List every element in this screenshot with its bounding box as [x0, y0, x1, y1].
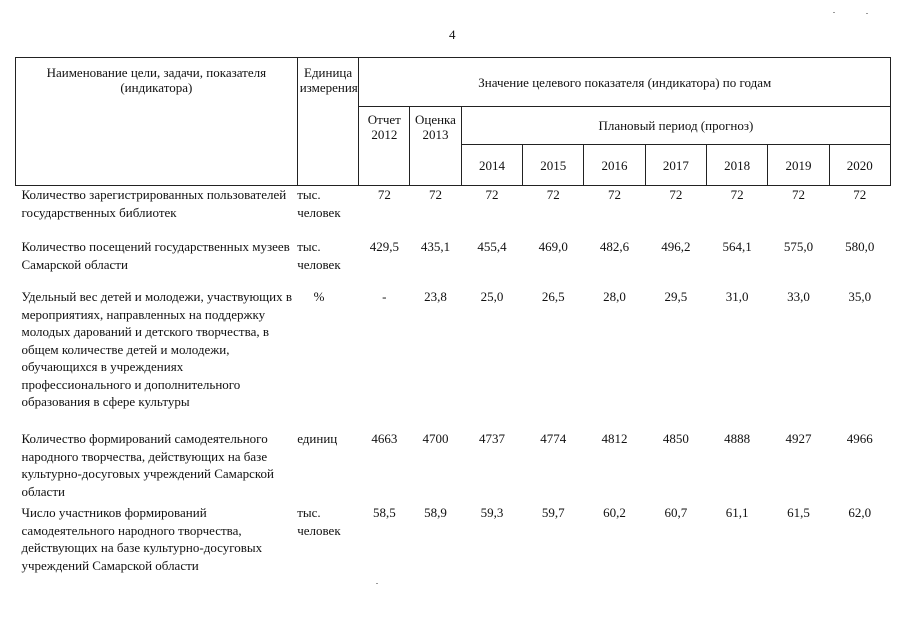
header-values: Значение целевого показателя (индикатора) по годам	[359, 58, 891, 107]
indicator-value: 59,3	[480, 505, 504, 520]
indicator-value: 4812	[601, 431, 628, 446]
table-row	[16, 288, 891, 430]
indicator-value: 435,1	[420, 239, 451, 254]
indicator-value: 35,0	[848, 289, 872, 304]
indicator-value: 60,2	[603, 505, 626, 520]
table-row	[16, 186, 891, 239]
indicator-value: 72	[485, 187, 499, 202]
indicator-value: 4850	[662, 431, 689, 446]
indicator-value: 4888	[724, 431, 751, 446]
indicator-value: 62,0	[848, 505, 872, 520]
indicator-value: 59,7	[541, 505, 565, 520]
table-body	[16, 186, 891, 575]
indicator-name: Число участников формирований самодеятельного народного творчества, действующих на базе культурно-досуговых учреждений Самарской области	[21, 505, 263, 573]
header-year: 2016	[584, 145, 645, 186]
header-report: Отчет 2012	[359, 107, 410, 186]
indicator-name: Количество посещений государственных музеев Самарской области	[21, 239, 290, 272]
indicator-value: 58,9	[424, 505, 447, 520]
scan-speck	[866, 13, 868, 14]
indicator-value: 28,0	[603, 289, 626, 304]
header-year: 2017	[645, 145, 706, 186]
indicator-value: 72	[730, 187, 744, 202]
indicator-value: 23,8	[424, 289, 447, 304]
indicator-value: 72	[791, 187, 805, 202]
indicator-value: 61,1	[725, 505, 749, 520]
indicator-value: 26,5	[541, 289, 565, 304]
indicator-value: 4927	[785, 431, 812, 446]
scan-speck	[376, 583, 378, 584]
table-header	[16, 58, 891, 186]
indicator-value: 72	[546, 187, 560, 202]
indicator-value: 33,0	[787, 289, 810, 304]
header-unit: Единица измерения	[297, 58, 359, 186]
indicator-value: 29,5	[664, 289, 688, 304]
table-row	[16, 238, 891, 288]
indicator-value: 58,5	[372, 505, 396, 520]
indicator-value: 4774	[540, 431, 567, 446]
indicator-value: 25,0	[480, 289, 504, 304]
indicator-name: Количество формирований самодеятельного народного творчества, действующих на базе культурно-досуговых учреждений Самарской области	[21, 431, 274, 499]
indicator-value: 4737	[478, 431, 505, 446]
indicator-value: 31,0	[725, 289, 749, 304]
indicator-value: 72	[669, 187, 683, 202]
header-year: 2014	[461, 145, 522, 186]
indicator-value: 482,6	[599, 239, 630, 254]
indicator-value: 580,0	[845, 239, 875, 254]
indicator-value: 469,0	[538, 239, 568, 254]
indicator-unit: тыс. человек	[297, 505, 341, 538]
indicator-value: 429,5	[369, 239, 399, 254]
indicator-unit: тыс. человек	[297, 239, 341, 272]
indicator-unit: единиц	[297, 431, 338, 446]
table-row	[16, 504, 891, 574]
indicator-value: 455,4	[477, 239, 507, 254]
indicator-value: 564,1	[722, 239, 752, 254]
header-plan: Плановый период (прогноз)	[461, 107, 890, 145]
header-year: 2019	[768, 145, 829, 186]
indicator-value: 72	[608, 187, 622, 202]
indicator-value: 4663	[371, 431, 398, 446]
indicator-value: 4966	[846, 431, 873, 446]
indicator-name: Удельный вес детей и молодежи, участвующих в мероприятиях, направленных на поддержку молодых дарований и детского творчества, в общем количестве детей и молодежи, обучающихся в учреждениях профессионального и дополнительного образования в сфере культуры	[21, 289, 293, 409]
header-year: 2018	[707, 145, 768, 186]
indicator-value: 72	[428, 187, 442, 202]
indicator-unit: тыс. человек	[297, 187, 341, 220]
indicator-value: 4700	[422, 431, 449, 446]
indicator-name: Количество зарегистрированных пользователей государственных библиотек	[21, 187, 287, 220]
page-number: 4	[449, 27, 456, 42]
indicator-value: 72	[853, 187, 867, 202]
indicator-value: 496,2	[661, 239, 691, 254]
indicator-value: 575,0	[783, 239, 814, 254]
header-year: 2020	[829, 145, 890, 186]
indicator-value: -	[382, 289, 387, 304]
indicator-value: 61,5	[787, 505, 810, 520]
header-year: 2015	[523, 145, 584, 186]
header-name: Наименование цели, задачи, показателя (индикатора)	[16, 58, 298, 186]
scan-speck	[833, 12, 835, 13]
header-estimate: Оценка 2013	[410, 107, 462, 186]
indicator-value: 72	[377, 187, 391, 202]
indicator-table	[15, 57, 891, 574]
table-row	[16, 430, 891, 504]
indicator-unit: %	[313, 289, 325, 304]
indicator-value: 60,7	[664, 505, 688, 520]
